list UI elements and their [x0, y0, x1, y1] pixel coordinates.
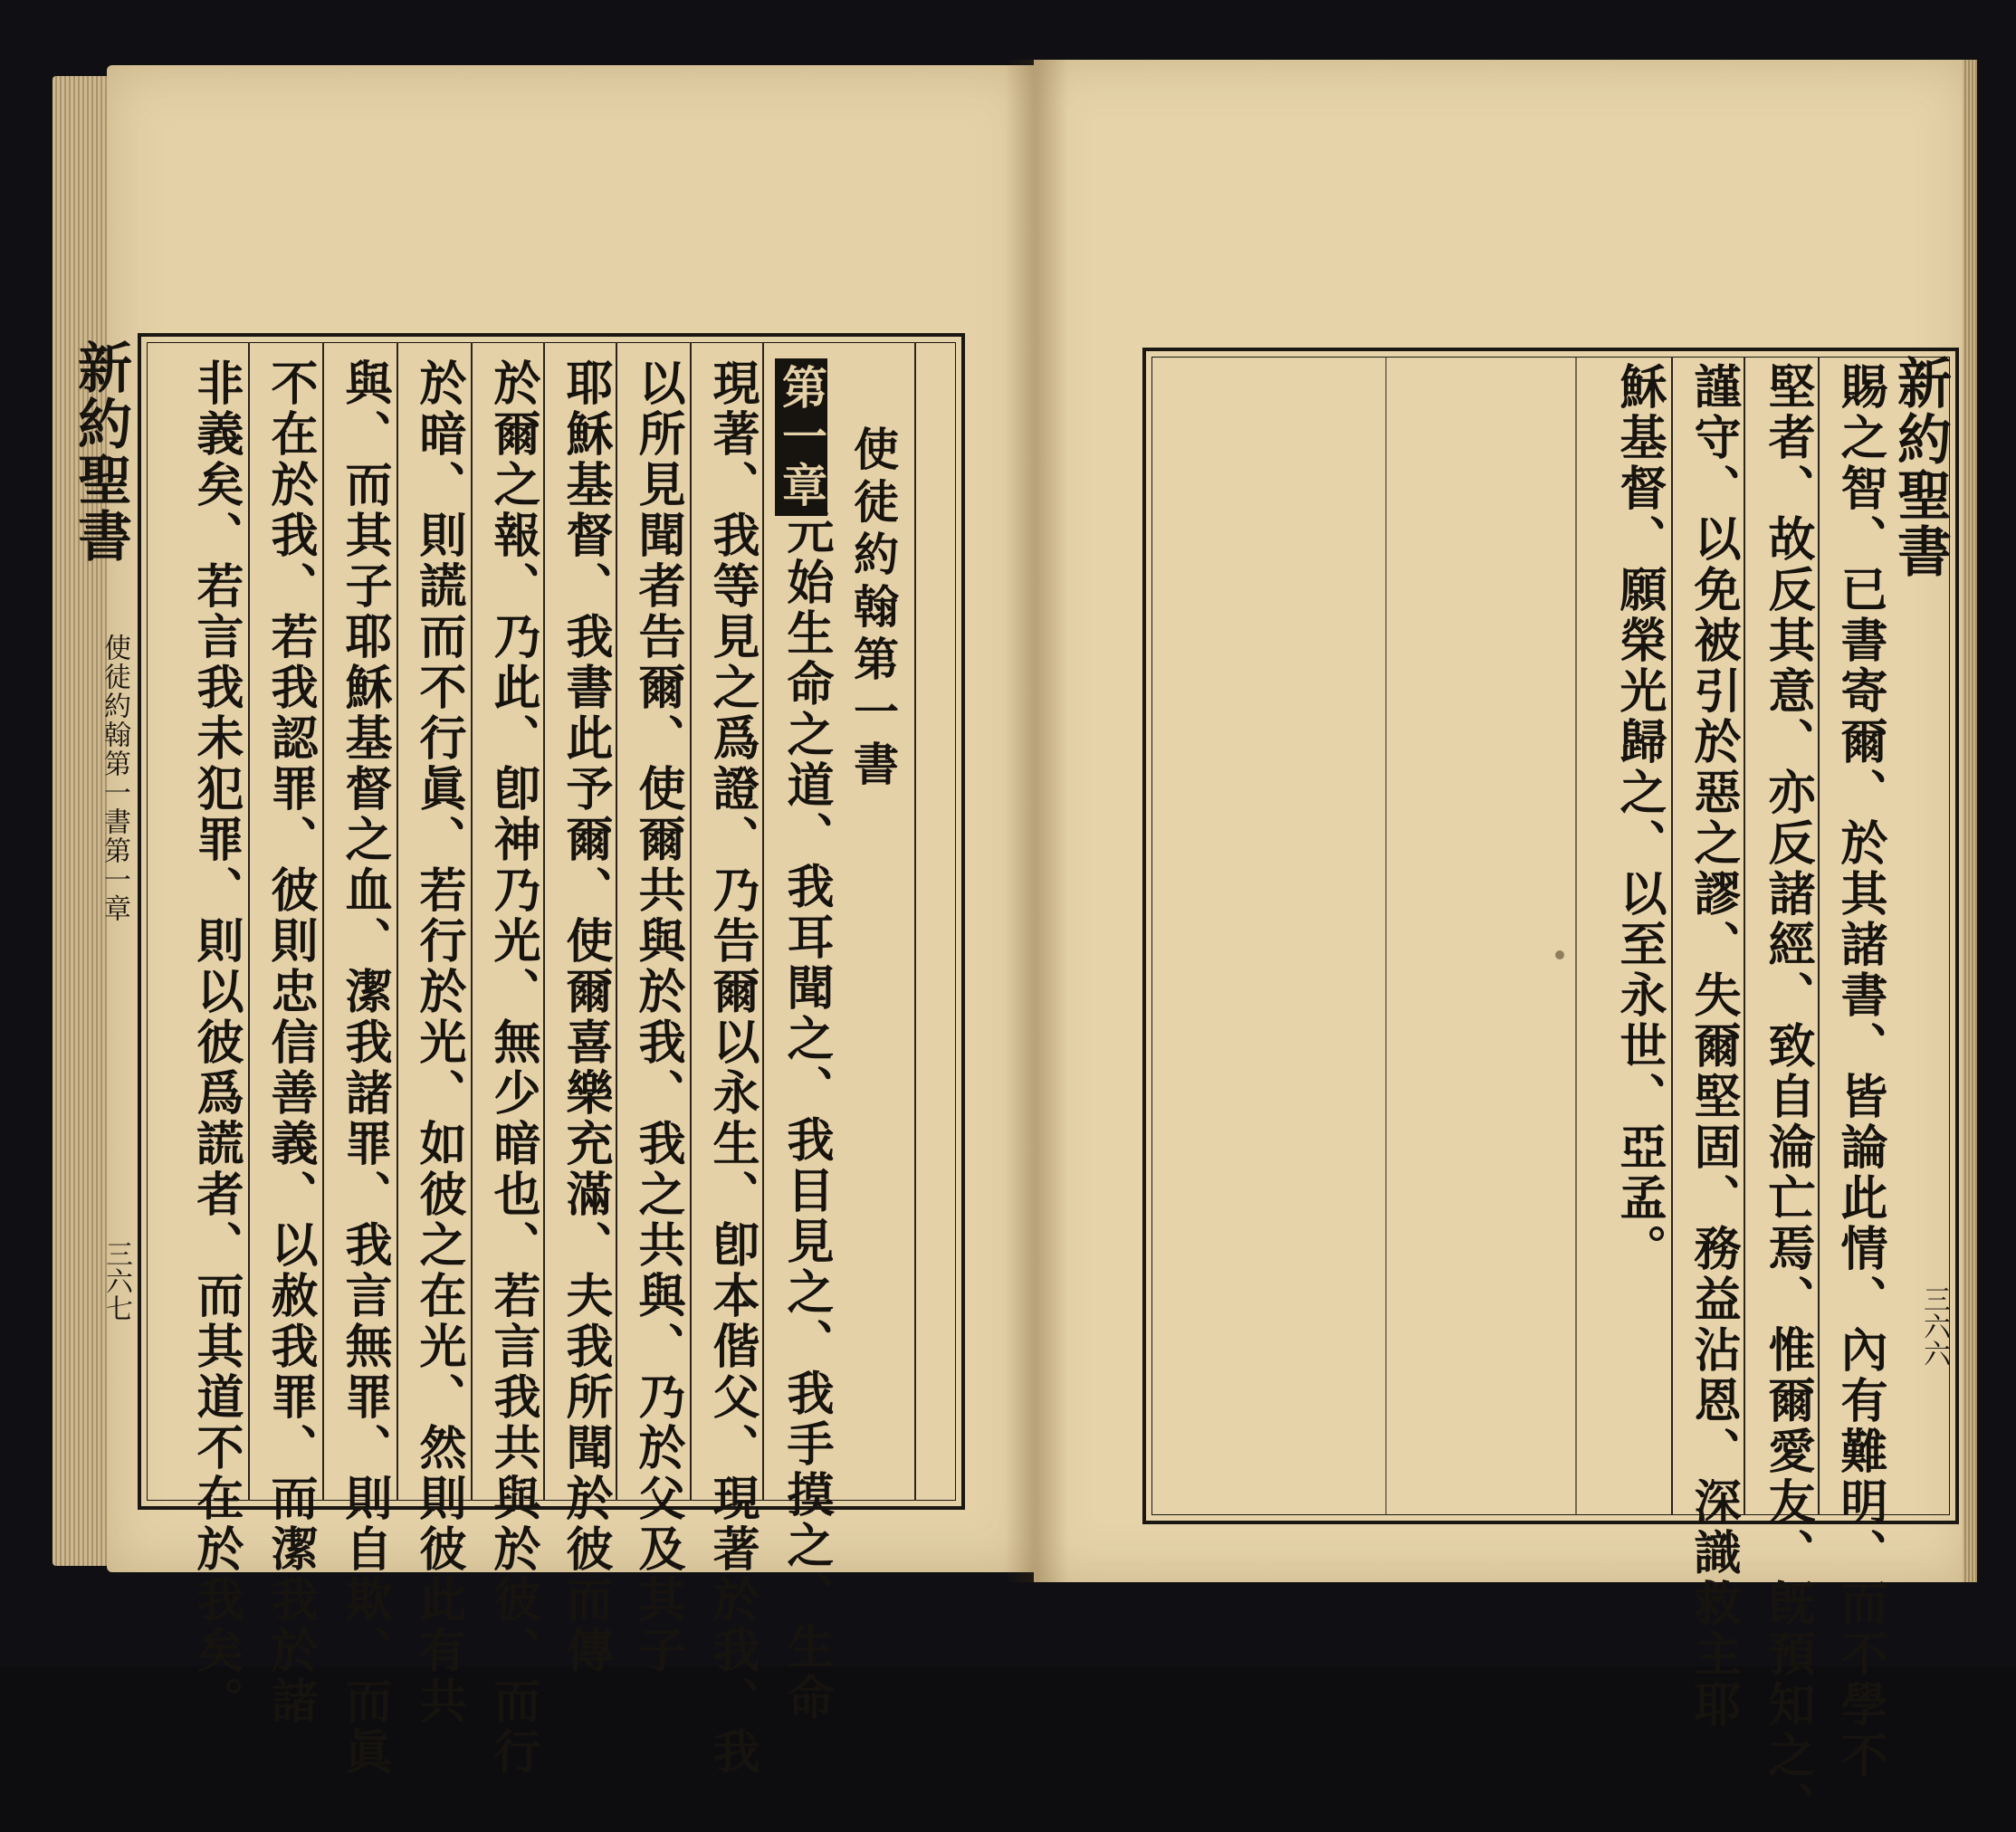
column-rule [471, 342, 473, 1501]
text-line: 於暗、則謊而不行眞、若行於光、如彼之在光、然則彼此有共 [411, 358, 466, 1727]
column-rule [543, 342, 545, 1501]
running-title: 新約聖書 [69, 339, 132, 564]
column-rule [1671, 357, 1673, 1515]
column-rule [1575, 357, 1577, 1515]
page-number: 三六六 [1918, 1285, 1950, 1367]
column-rule [616, 342, 617, 1501]
right-page-edge [1963, 60, 1977, 1582]
running-title: 新約聖書 [1888, 355, 1952, 579]
column-rule [762, 342, 764, 1501]
text-line: 非義矣、若言我未犯罪、則以彼爲謊者、而其道不在於我矣。 [188, 358, 244, 1727]
chapter-label: 第一章 [775, 358, 827, 516]
text-line: 謹守、以免被引於惡之謬、失爾堅固、務益沾恩、深識救主耶 [1686, 362, 1741, 1731]
page-number: 三六七 [100, 1240, 132, 1322]
column-rule [322, 342, 324, 1501]
text-line: 以所見聞者告爾、使爾共與於我、我之共與、乃於父及其子 [630, 358, 685, 1676]
column-rule [914, 342, 916, 1501]
column-rule [1818, 357, 1820, 1515]
column-rule [248, 342, 250, 1501]
text-line: 堅者、故反其意、亦反諸經、致自淪亡焉、惟爾愛友、旣預知之、 [1760, 362, 1815, 1832]
column-rule [690, 342, 692, 1501]
running-subtitle: 使徒約翰第一書第一章 [99, 634, 130, 923]
book-spine [1005, 60, 1068, 1582]
text-line: 不在於我、若我認罪、彼則忠信善義、以赦我罪、而潔我於諸 [263, 358, 318, 1727]
column-rule [1744, 357, 1745, 1515]
text-line: 於爾之報、乃此、卽神乃光、無少暗也、若言我共與於彼、而行 [485, 358, 540, 1778]
column-rule [397, 342, 398, 1501]
text-line: 現著、我等見之爲證、乃告爾以永生、卽本偕父、現著於我、我 [704, 358, 760, 1778]
text-line: 元始生命之道、我耳聞之、我目見之、我手摸之、生命 [779, 507, 834, 1723]
book-title: 使徒約翰第一書 [846, 425, 900, 793]
text-line: 穌基督、願榮光歸之、以至永世、亞孟。 [1611, 362, 1667, 1274]
text-line: 賜之智、已書寄爾、於其諸書、皆論此情、內有難明、而不學不 [1832, 362, 1887, 1781]
paper-stain [1555, 950, 1564, 959]
text-line: 與、而其子耶穌基督之血、潔我諸罪、我言無罪、則自欺、而眞 [337, 358, 392, 1778]
column-rule [1385, 357, 1387, 1515]
text-line: 耶穌基督、我書此予爾、使爾喜樂充滿、夫我所聞於彼而傳 [558, 358, 613, 1676]
